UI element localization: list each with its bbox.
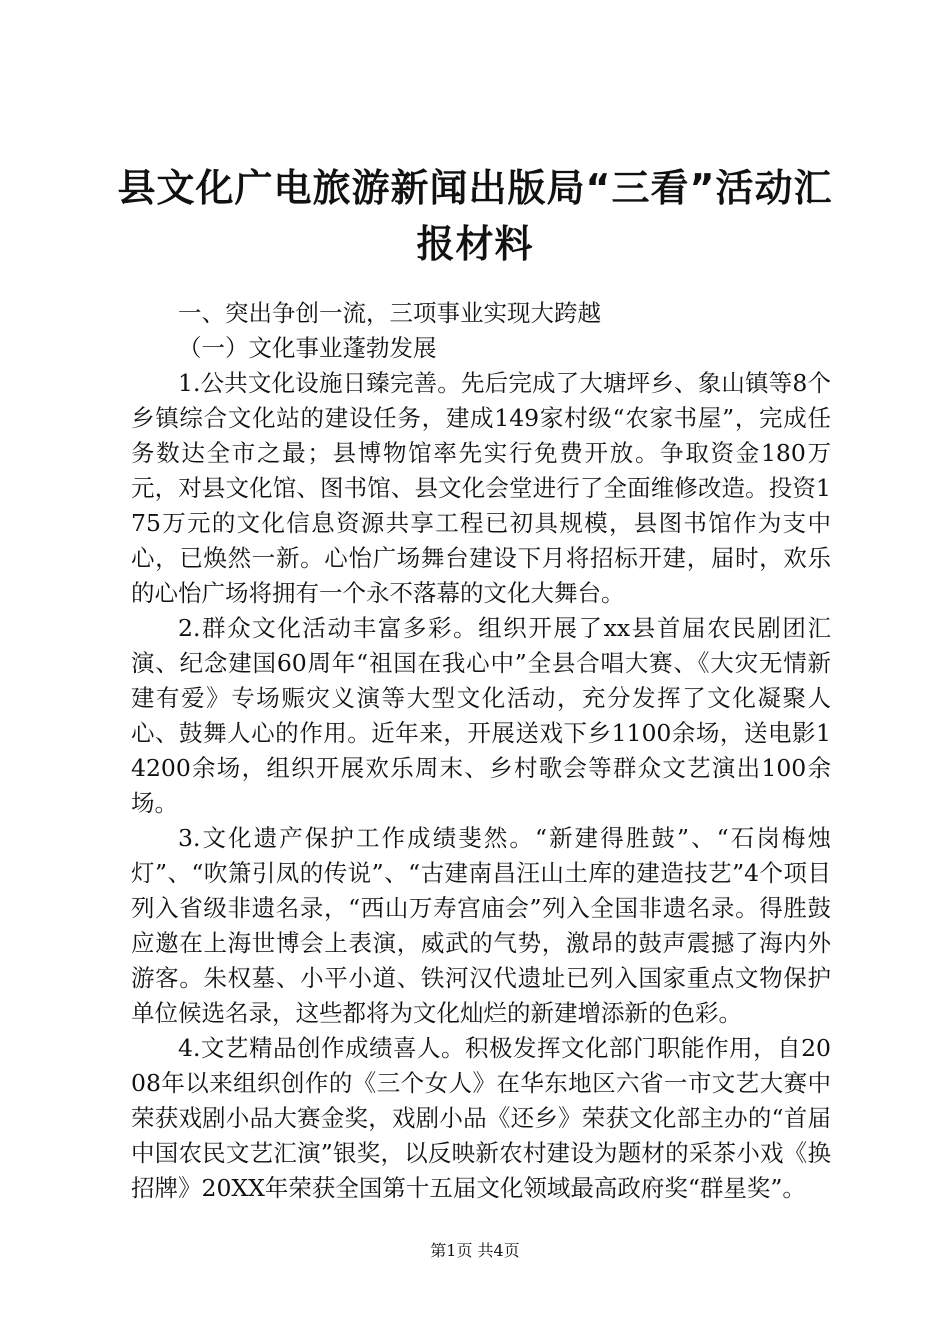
paragraph-heritage-protection: 3.文化遗产保护工作成绩斐然。“新建得胜鼓”、“石岗梅烛灯”、“吹箫引凤的传说”、“古建南昌汪山土库的建造技艺”4个项目列入省级非遗名录，“西山万寿宫庙会”列入全国非遗名录。得胜鼓应邀在上海世博会上表演，威武的气势，激昂的鼓声震撼了海内外游客。朱权墓、小平小道、铁河汉代遗址已列入国家重点文物保护单位候选名录，这些都将为文化灿烂的新建增添新的色彩。 <box>131 824 831 1027</box>
subsection-heading: （一）文化事业蓬勃发展 <box>178 334 437 362</box>
document-body <box>131 296 831 1206</box>
paragraph-public-facilities: 1.公共文化设施日臻完善。先后完成了大塘坪乡、象山镇等8个乡镇综合文化站的建设任务，建成149家村级“农家书屋”，完成任务数达全市之最；县博物馆率先实行免费开放。争取资金180万元，对县文化馆、图书馆、县文化会堂进行了全面维修改造。投资175万元的文化信息资源共享工程已初具规模，县图书馆作为支中心，已焕然一新。心怡广场舞台建设下月将招标开建，届时，欢乐的心怡广场将拥有一个永不落幕的文化大舞台。 <box>131 369 831 607</box>
page-number: 第1页 共4页 <box>430 1241 520 1260</box>
section-heading: 一、突出争创一流，三项事业实现大跨越 <box>178 299 601 327</box>
paragraph-art-creation: 4.文艺精品创作成绩喜人。积极发挥文化部门职能作用，自2008年以来组织创作的《三个女人》在华东地区六省一市文艺大赛中荣获戏剧小品大赛金奖，戏剧小品《还乡》荣获文化部主办的“首届中国农民文艺汇演”银奖，以反映新农村建设为题材的采茶小戏《换招牌》20XX年荣获全国第十五届文化领域最高政府奖“群星奖”。 <box>131 1034 831 1202</box>
document-title: 县文化广电旅游新闻出版局“三看”活动汇报材料 <box>117 166 833 266</box>
paragraph-mass-culture: 2.群众文化活动丰富多彩。组织开展了xx县首届农民剧团汇演、纪念建国60周年“祖国在我心中”全县合唱大赛、《大灾无情新建有爱》专场赈灾义演等大型文化活动，充分发挥了文化凝聚人心、鼓舞人心的作用。近年来，开展送戏下乡1100余场，送电影14200余场，组织开展欢乐周末、乡村歌会等群众文艺演出100余场。 <box>131 614 831 817</box>
